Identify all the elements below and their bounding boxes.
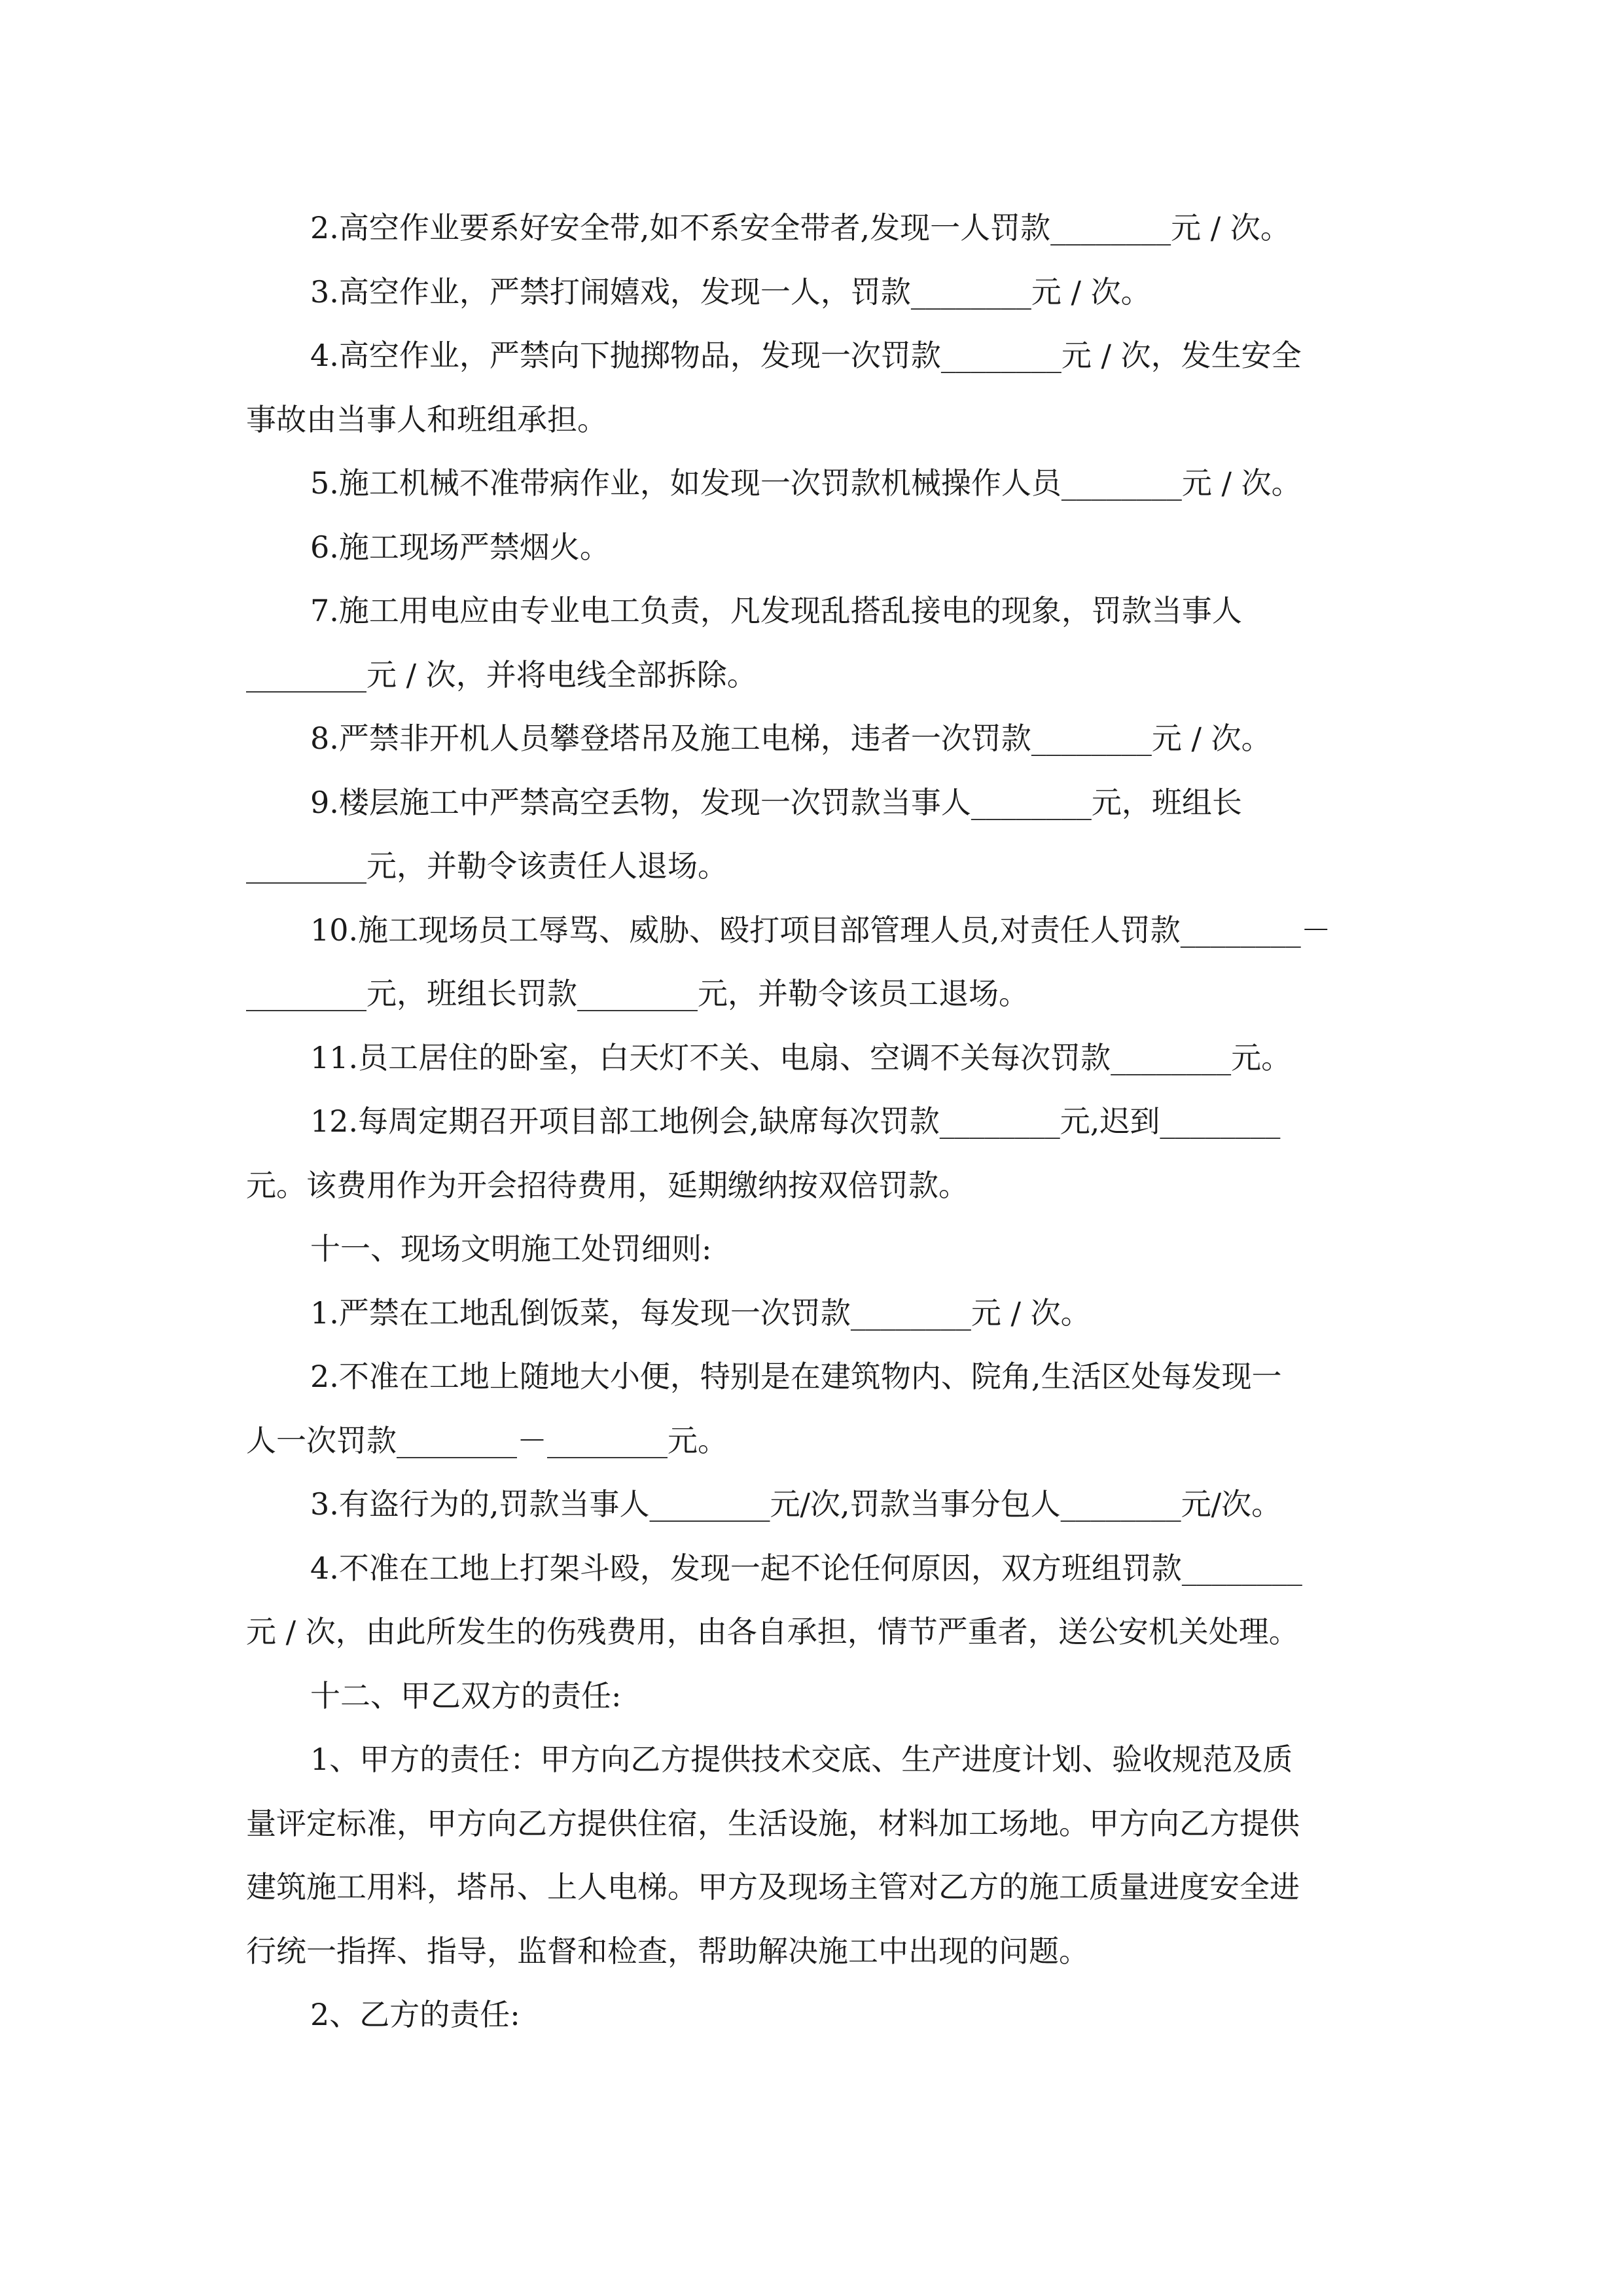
text-line: 4.高空作业，严禁向下抛掷物品，发现一次罚款________元 / 次，发生安全 [310, 338, 1302, 373]
text-line: 8.严禁非开机人员攀登塔吊及施工电梯，违者一次罚款________元 / 次。 [310, 721, 1272, 756]
text-line: 10.施工现场员工辱骂、威胁、殴打项目部管理人员,对责任人罚款________－ [310, 912, 1331, 948]
text-line: 3.高空作业，严禁打闹嬉戏，发现一人，罚款________元 / 次。 [310, 274, 1151, 310]
text-line: 元 / 次，由此所发生的伤残费用，由各自承担，情节严重者，送公安机关处理。 [246, 1614, 1299, 1649]
text-line: 6.施工现场严禁烟火。 [310, 529, 610, 565]
text-line: 行统一指挥、指导，监督和检查，帮助解决施工中出现的问题。 [246, 1933, 1089, 1969]
text-line: ________元 / 次，并将电线全部拆除。 [246, 656, 757, 692]
text-line: 3.有盗行为的,罚款当事人________元/次,罚款当事分包人________元/次。 [310, 1486, 1282, 1522]
text-line: 2、乙方的责任: [310, 1997, 520, 2032]
text-line: ________元，并勒令该责任人退场。 [246, 848, 728, 884]
text-line: 量评定标准，甲方向乙方提供住宿，生活设施，材料加工场地。甲方向乙方提供 [246, 1805, 1300, 1841]
text-line: 12.每周定期召开项目部工地例会,缺席每次罚款________元,迟到________ [310, 1103, 1281, 1139]
text-line: ________元，班组长罚款________元，并勒令该员工退场。 [246, 976, 1029, 1011]
text-line: 1、甲方的责任：甲方向乙方提供技术交底、生产进度计划、验收规范及质 [310, 1742, 1293, 1777]
document-body [246, 196, 1393, 2047]
section-heading: 十一、现场文明施工处罚细则: [310, 1231, 712, 1266]
text-line: 2.高空作业要系好安全带,如不系安全带者,发现一人罚款________元 / 次。 [310, 210, 1291, 245]
text-line: 元。该费用作为开会招待费用，延期缴纳按双倍罚款。 [246, 1167, 969, 1203]
section-heading: 十二、甲乙双方的责任: [310, 1677, 622, 1713]
text-line: 建筑施工用料，塔吊、上人电梯。甲方及现场主管对乙方的施工质量进度安全进 [246, 1869, 1300, 1905]
text-line: 2.不准在工地上随地大小便，特别是在建筑物内、院角,生活区处每发现一 [310, 1359, 1282, 1394]
text-line: 9.楼层施工中严禁高空丢物，发现一次罚款当事人________元，班组长 [310, 784, 1242, 820]
text-line: 4.不准在工地上打架斗殴，发现一起不论任何原因，双方班组罚款________ [310, 1550, 1302, 1586]
text-line: 人一次罚款________－________元。 [246, 1422, 728, 1458]
text-line: 5.施工机械不准带病作业，如发现一次罚款机械操作人员________元 / 次。 [310, 465, 1302, 501]
text-line: 7.施工用电应由专业电工负责，凡发现乱搭乱接电的现象，罚款当事人 [310, 593, 1242, 628]
text-line: 11.员工居住的卧室，白天灯不关、电扇、空调不关每次罚款________元。 [310, 1039, 1292, 1075]
text-line: 1.严禁在工地乱倒饭菜，每发现一次罚款________元 / 次。 [310, 1295, 1091, 1331]
text-line: 事故由当事人和班组承担。 [246, 401, 607, 437]
